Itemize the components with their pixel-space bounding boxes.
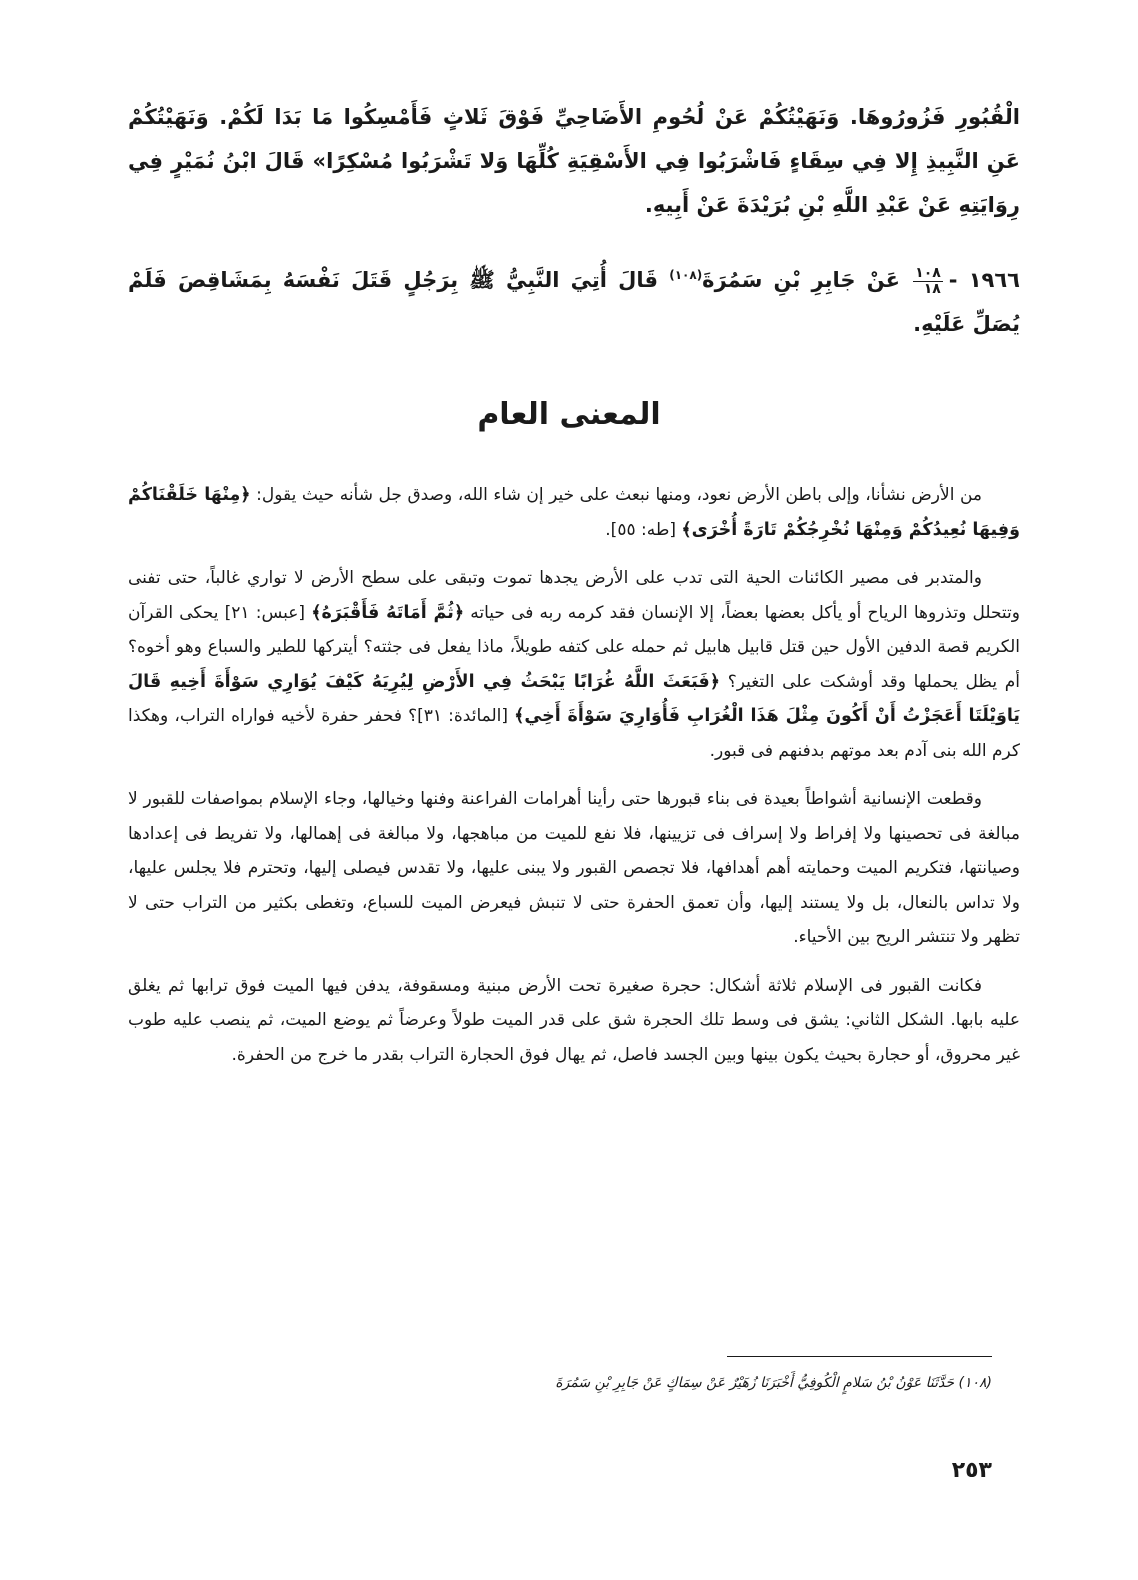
- fraction-top: ١٠٨: [915, 264, 941, 281]
- paragraph-1: [128, 478, 1020, 547]
- quran-verse-abasa: ﴿ثُمَّ أَمَاتَهُ فَأَقْبَرَهُ﴾: [311, 602, 465, 623]
- footnote-reference[interactable]: (١٠٨): [669, 268, 703, 282]
- quran-verse-taha: ﴿مِنْهَا خَلَقْنَاكُمْ وَفِيهَا نُعِيدُكُمْ وَمِنْهَا نُخْرِجُكُمْ تَارَةً أُخْرَى﴾: [128, 485, 1020, 540]
- hadith-continuation: [128, 95, 1020, 227]
- hadith-continuation-text: الْقُبُورِ فَزُورُوهَا. وَنَهَيْتُكُمْ عَنْ لُحُومِ الأَضَاحِيِّ فَوْقَ ثَلاثٍ فَأَمْسِكُوا مَا بَدَا لَكُمْ. وَنَهَيْتُكُمْ عَنِ النَّبِيذِ إِلا فِي سِقَاءٍ فَاشْرَبُوا فِي الأَسْقِيَةِ كُلِّهَا وَلا تَشْرَبُوا مُسْكِرًا» قَالَ ابْنُ نُمَيْرٍ فِي رِوَايَتِهِ عَنْ عَبْدِ اللَّهِ بْنِ بُرَيْدَةَ عَنْ أَبِيهِ.: [128, 105, 1020, 217]
- paragraph-4: [128, 969, 1020, 1073]
- paragraph-3-text: وقطعت الإنسانية أشواطاً بعيدة فى بناء قبورها حتى رأينا أهرامات الفراعنة وفنها وخيالها، وجاء الإسلام بمواصفات للقبور لا مبالغة فى تحصينها ولا إفراط ولا إسراف فى تزيينها، فلا نفع للميت من مباهجها، ولا مبالغة فى إهمالها، ولا تفريط فى إعدادها وصيانتها، فتكريم الميت وحمايته أهم أهدافها، فلا تجصص القبور ولا يبنى عليها، ولا تقدس فيصلى إليها، وتحترم فلا يجلس عليها، ولا تداس بالنعال، بل ولا يستند إليها، وأن تعمق الحفرة حتى لا تنبش فيعرض الميت للسباع، وتغطى بكثير من التراب حتى لا تظهر ولا تنتشر الريح بين الأحياء.: [128, 789, 1020, 947]
- section-title: المعنى العام: [477, 397, 661, 432]
- general-meaning-body: [128, 478, 1020, 1086]
- paragraph-2: [128, 561, 1020, 768]
- paragraph-2-text-b: [عبس: ٢١] يحكى القرآن الكريم قصة الدفين الأول حين قتل قابيل هابيل ثم حمله على كتفه طويلاً، ماذا يفعل فى جثته؟ أيتركها للطير والسباع وهو أخوه؟ أم يظل يحملها وقد أوشكت على التغير؟: [128, 602, 1020, 692]
- paragraph-2-text-a: والمتدبر فى مصير الكائنات الحية التى تدب على الأرض يجدها تموت وتبقى على سطح الأرض لا تواري غالباً، حتى تفنى وتتحلل وتذروها الرياح أو يأكل بعضها بعضاً، إلا الإنسان فقد كرمه ربه فى حياته: [128, 568, 1020, 623]
- paragraph-1-text-a: من الأرض نشأنا، وإلى باطن الأرض نعود، ومنها نبعث على خير إن شاء الله، وصدق جل شأنه حيث يقول:: [256, 485, 982, 505]
- paragraph-3: [128, 782, 1020, 955]
- fraction-bottom: ١٨: [923, 280, 941, 297]
- footnote-divider: [727, 1356, 992, 1357]
- footnote-108: (١٠٨) حَدَّثَنَا عَوْنُ بْنُ سَلامٍ الْكُوفِيُّ أَخْبَرَنَا زُهَيْرٌ عَنْ سِمَاكٍ عَنْ جَابِرِ بْنِ سَمُرَةَ: [555, 1375, 992, 1391]
- paragraph-2-text-c: [المائدة: ٣١]؟ فحفر حفرة لأخيه فواراه التراب، وهكذا كرم الله بنى آدم بعد موتهم بدفنهم فى قبور.: [128, 706, 1020, 761]
- paragraph-4-text: فكانت القبور فى الإسلام ثلاثة أشكال: حجرة صغيرة تحت الأرض مبنية ومسقوفة، يدفن فيها الميت فوق ترابها ثم يغلق عليه بابها. الشكل الثاني: يشق فى وسط تلك الحجرة شق على قدر الميت طولاً وعرضاً ثم يوضع الميت، ثم ينصب عليه طوب غير محروق، أو حجارة بحيث يكون بينها وبين الجسد فاصل، ثم يهال فوق الحجارة التراب بقدر ما خرج من الحفرة.: [128, 975, 1020, 1065]
- page-number: ٢٥٣: [951, 1458, 992, 1483]
- hadith-text-before-ref: عَنْ جَابِرِ بْنِ سَمُرَةَ: [702, 268, 900, 292]
- hadith-number: ١٩٦٦ -: [948, 268, 1020, 292]
- hadith-text-after-ref: قَالَ أُتِيَ النَّبِيُّ ﷺ بِرَجُلٍ قَتَلَ نَفْسَهُ بِمَشَاقِصَ فَلَمْ يُصَلِّ عَلَيْهِ.: [128, 268, 1020, 336]
- hadith-1966: [128, 258, 1020, 346]
- hadith-cross-reference: [913, 266, 943, 297]
- paragraph-1-text-b: [طه: ٥٥].: [605, 519, 677, 540]
- quran-verse-maidah: ﴿فَبَعَثَ اللَّهُ غُرَابًا يَبْحَثُ فِي الأَرْضِ لِيُرِيَهُ كَيْفَ يُوَارِي سَوْأَةَ أَخِيهِ قَالَ يَاوَيْلَتَا أَعَجَزْتُ أَنْ أَكُونَ مِثْلَ هَذَا الْغُرَابِ فَأُوَارِيَ سَوْأَةَ أَخِي﴾: [128, 671, 1021, 726]
